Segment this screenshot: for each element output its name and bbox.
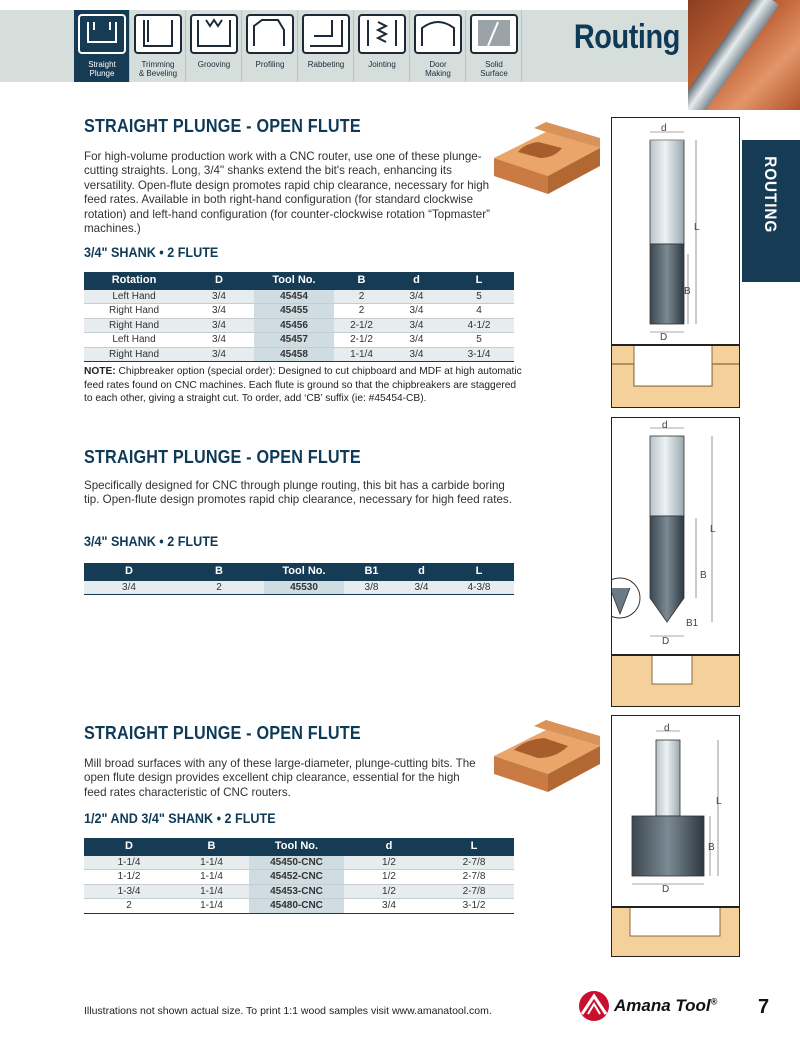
table-cell: 1/2 [344, 884, 434, 899]
brand-logo[interactable] [578, 990, 728, 1022]
column-header: d [399, 563, 444, 580]
side-tab-label: ROUTING [761, 156, 780, 234]
tab-label: Plunge [89, 69, 115, 78]
dim-label: D [662, 884, 670, 895]
bit-diagram [611, 117, 740, 345]
table-cell: 3/4 [184, 289, 254, 304]
dim-label: L [694, 222, 700, 233]
table-row [84, 289, 514, 304]
trimming-icon [134, 14, 182, 54]
tab-rabbeting[interactable] [298, 10, 354, 82]
tab-solid-surface[interactable] [466, 10, 522, 82]
registered-mark: ® [710, 996, 718, 1007]
section-title: STRAIGHT PLUNGE - OPEN FLUTE [84, 116, 361, 136]
spec-table [84, 838, 514, 914]
table-cell: 1-1/4 [174, 884, 249, 899]
tool-number[interactable]: 45458 [254, 347, 334, 362]
table-cell: Left Hand [84, 333, 184, 348]
tab-door-making[interactable] [410, 10, 466, 82]
table-cell: 4-1/2 [444, 318, 514, 333]
column-header: D [84, 838, 174, 855]
amana-logo-icon [578, 990, 612, 1022]
jointing-icon [358, 14, 406, 54]
column-header: L [444, 272, 514, 289]
section-description: Mill broad surfaces with any of these large-diameter, plunge-cutting bits. The open flute design provides excellent chip clearance, essential for the high feed rates characteristic of CNC routers. [84, 757, 476, 799]
dim-label: B1 [686, 618, 699, 629]
column-header: B [174, 838, 249, 855]
grooving-icon [190, 14, 238, 54]
section-subtitle: 1/2" AND 3/4" SHANK • 2 FLUTE [84, 810, 276, 826]
column-header: D [84, 563, 174, 580]
dim-label: L [716, 796, 722, 807]
column-header: Tool No. [254, 272, 334, 289]
column-header: d [389, 272, 444, 289]
table-row [84, 333, 514, 348]
table-cell: Left Hand [84, 289, 184, 304]
table-cell: 1-1/4 [174, 870, 249, 885]
dim-label: B [684, 286, 691, 297]
tab-label: Profiling [255, 60, 285, 69]
table-cell: 3/4 [389, 333, 444, 348]
column-header: B [334, 272, 389, 289]
tool-number[interactable]: 45453-CNC [249, 884, 344, 899]
table-cell: 2 [84, 899, 174, 914]
table-row [84, 304, 514, 319]
dim-label: B [700, 570, 707, 581]
tool-number[interactable]: 45452-CNC [249, 870, 344, 885]
table-cell: 2 [334, 304, 389, 319]
page-number: 7 [758, 996, 770, 1018]
table-cell: 2-1/2 [334, 333, 389, 348]
tab-label: Rabbeting [307, 60, 345, 69]
table-cell: 4 [444, 304, 514, 319]
cut-profile-sample [611, 345, 740, 408]
table-cell: 2-7/8 [434, 884, 514, 899]
cut-profile-sample [611, 907, 740, 957]
table-cell: Right Hand [84, 318, 184, 333]
column-header: D [184, 272, 254, 289]
table-cell: 2-1/2 [334, 318, 389, 333]
section-title: STRAIGHT PLUNGE - OPEN FLUTE [84, 447, 361, 467]
spec-table [84, 272, 514, 362]
column-header: B [174, 563, 264, 580]
table-cell: Right Hand [84, 304, 184, 319]
dim-label: D [662, 636, 670, 647]
column-header: Tool No. [249, 838, 344, 855]
note [84, 365, 524, 406]
table-cell: 1-1/4 [334, 347, 389, 362]
note-label: NOTE: [84, 366, 116, 377]
table-cell: 4-3/8 [444, 580, 514, 595]
note-text: Chipbreaker option (special order): Designed to cut chipboard and MDF at high automatic feed rates found on CNC machines. Each flute is ground so that the chipbreakers are staggered to each other, giving a straight cut. To order, add ‘CB’ suffix (ie: #45454-CB). [84, 366, 522, 405]
tool-number[interactable]: 45480-CNC [249, 899, 344, 914]
table-cell: 2-7/8 [434, 870, 514, 885]
dim-label: d [661, 123, 667, 134]
table-cell: 3/4 [184, 318, 254, 333]
tab-grooving[interactable] [186, 10, 242, 82]
tab-label: Door [429, 60, 447, 69]
tool-number[interactable]: 45456 [254, 318, 334, 333]
tab-profiling[interactable] [242, 10, 298, 82]
profiling-icon [246, 14, 294, 54]
tool-number[interactable]: 45457 [254, 333, 334, 348]
table-cell: 1/2 [344, 870, 434, 885]
dim-label: B [708, 842, 715, 853]
tool-number[interactable]: 45455 [254, 304, 334, 319]
table-cell: 1-1/4 [174, 855, 249, 870]
table-cell: 3/4 [184, 347, 254, 362]
table-cell: 3/4 [389, 304, 444, 319]
dim-label: D [660, 332, 668, 343]
dim-label: d [664, 723, 670, 734]
tab-label: Solid [485, 60, 503, 69]
column-header: L [444, 563, 514, 580]
table-cell: 5 [444, 333, 514, 348]
column-header: Rotation [84, 272, 184, 289]
tab-label: Jointing [368, 60, 396, 69]
table-cell: 3/4 [399, 580, 444, 595]
table-cell: 3/4 [344, 899, 434, 914]
bit-diagram [611, 417, 740, 655]
table-cell: 3-1/2 [434, 899, 514, 914]
table-row [84, 870, 514, 885]
table-cell: 1/2 [344, 855, 434, 870]
tab-straight-plunge[interactable] [74, 10, 130, 82]
tab-label: & Beveling [138, 69, 178, 78]
category-tabs [74, 10, 522, 82]
section-title: STRAIGHT PLUNGE - OPEN FLUTE [84, 723, 361, 743]
table-cell: 5 [444, 289, 514, 304]
tab-label: Surface [480, 69, 508, 78]
router-bit-photo [688, 0, 800, 110]
table-row [84, 318, 514, 333]
door-making-icon [414, 14, 462, 54]
table-cell: 3/4 [184, 304, 254, 319]
table-cell: 1-1/4 [84, 855, 174, 870]
table-row [84, 884, 514, 899]
tab-label: Grooving [197, 60, 231, 69]
tab-trimming[interactable] [130, 10, 186, 82]
table-row [84, 855, 514, 870]
table-cell: 3/4 [389, 318, 444, 333]
tab-jointing[interactable] [354, 10, 410, 82]
side-section-tab [742, 140, 800, 282]
table-cell: 3/4 [184, 333, 254, 348]
straight-plunge-icon [78, 14, 126, 54]
wood-sample-image [484, 716, 604, 796]
table-cell: 3/4 [84, 580, 174, 595]
table-cell: 3-1/4 [444, 347, 514, 362]
tab-label: Making [425, 69, 451, 78]
table-cell: 3/4 [389, 289, 444, 304]
wood-sample-image [484, 118, 604, 198]
table-cell: 2 [334, 289, 389, 304]
column-header: d [344, 838, 434, 855]
solid-surface-icon [470, 14, 518, 54]
tool-number[interactable]: 45530 [264, 580, 344, 595]
table-cell: 1-1/2 [84, 870, 174, 885]
section-subtitle: 3/4" SHANK • 2 FLUTE [84, 533, 219, 549]
header [0, 0, 800, 82]
table-cell: Right Hand [84, 347, 184, 362]
tool-number[interactable]: 45454 [254, 289, 334, 304]
table-row [84, 899, 514, 914]
tab-label: Straight [88, 60, 116, 69]
table-cell: 3/8 [344, 580, 399, 595]
section-subtitle: 3/4" SHANK • 2 FLUTE [84, 244, 219, 260]
tab-label: Trimming [141, 60, 175, 69]
cut-profile-sample [611, 655, 740, 707]
bit-diagram [611, 715, 740, 907]
table-cell: 1-1/4 [174, 899, 249, 914]
table-cell: 1-3/4 [84, 884, 174, 899]
column-header: Tool No. [264, 563, 344, 580]
table-cell: 2-7/8 [434, 855, 514, 870]
table-row [84, 580, 514, 595]
table-row [84, 347, 514, 362]
spec-table [84, 563, 514, 595]
column-header: L [434, 838, 514, 855]
dim-label: d [662, 420, 668, 431]
column-header: B1 [344, 563, 399, 580]
footer-note: Illustrations not shown actual size. To print 1:1 wood samples visit www.amanatool.com. [84, 1005, 492, 1017]
section-description: Specifically designed for CNC through plunge routing, this bit has a carbide boring tip. Open-flute design promotes rapid chip clearance, necessary for high feed rates. [84, 479, 512, 507]
tool-number[interactable]: 45450-CNC [249, 855, 344, 870]
logo-text: Amana Tool [614, 996, 711, 1015]
rabbeting-icon [302, 14, 350, 54]
table-cell: 3/4 [389, 347, 444, 362]
page-title: Routing [573, 18, 680, 56]
dim-label: L [710, 524, 716, 535]
table-cell: 2 [174, 580, 264, 595]
section-description: For high-volume production work with a CNC router, use one of these plunge-cutting straights. Long, 3/4" shanks extend the bit's reach, enhancing its versatility. Open-flute design promotes rapid chip clearance, necessary for high feed rates. Available in both right-hand configuration (for standard clockwise rotation) and left-hand configuration (for counter-clockwise rotation “Topmaster” machines.) [84, 150, 490, 236]
